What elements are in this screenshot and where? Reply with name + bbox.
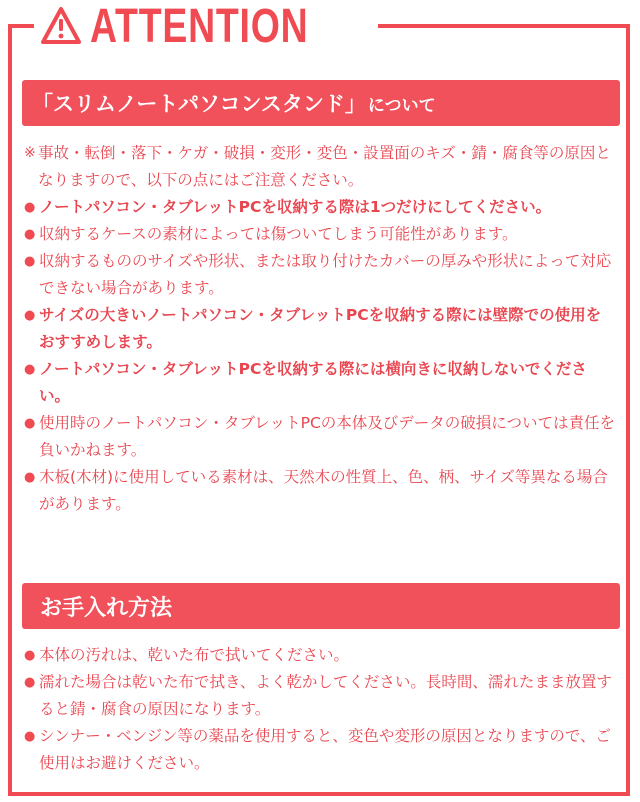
list-item: ● 収納するケースの素材によっては傷ついてしまう可能性があります。 (24, 221, 616, 248)
warning-triangle-icon (40, 6, 82, 46)
list-item: ● 木板(木材)に使用している素材は、天然木の性質上、色、柄、サイズ等異なる場合があります。 (24, 464, 616, 518)
list-item: ● サイズの大きいノートパソコン・タブレットPCを収納する際には壁際での使用をおすすめします。 (24, 302, 616, 356)
list-item: ● 本体の汚れは、乾いた布で拭いてください。 (24, 642, 616, 669)
bullet-icon: ● (24, 200, 36, 215)
frame-top-border-right (336, 24, 630, 28)
bullet-icon: ● (24, 227, 36, 242)
section-heading-care (22, 583, 620, 629)
bullet-icon: ● (24, 362, 36, 377)
section-heading-about-stand (22, 80, 620, 126)
note-mark: ※ (24, 145, 36, 161)
caution-note (24, 140, 616, 194)
attention-header (40, 0, 378, 52)
section-heading-main: 「スリムノートパソコンスタンド」 (32, 92, 366, 116)
section-heading-suffix: について (367, 95, 436, 116)
list-item: ● 収納するもののサイズや形状、または取り付けたカバーの厚みや形状によって対応できない場合があります。 (24, 248, 616, 302)
care-list (24, 642, 616, 777)
list-item: ● ノートパソコン・タブレットPCを収納する際は1つだけにしてください。 (24, 194, 616, 221)
bullet-icon: ● (24, 308, 36, 323)
caution-list (24, 140, 616, 518)
bullet-icon: ● (24, 416, 36, 431)
bullet-icon: ● (24, 648, 36, 663)
caution-note-text: 事故・転倒・落下・ケガ・破損・変形・変色・設置面のキズ・錆・腐食等の原因となりますので、以下の点にはご注意ください。 (38, 144, 611, 189)
list-item: ● 濡れた場合は乾いた布で拭き、よく乾かしてください。長時間、濡れたまま放置すると錆・腐食の原因になります。 (24, 669, 616, 723)
bullet-icon: ● (24, 729, 36, 744)
attention-title: ATTENTION (90, 0, 309, 53)
care-heading-text: お手入れ方法 (40, 595, 173, 621)
bullet-icon: ● (24, 470, 36, 485)
frame-top-border-left (8, 24, 34, 28)
list-item: ● シンナー・ベンジン等の薬品を使用すると、変色や変形の原因となりますので、ご使用はお避けください。 (24, 723, 616, 777)
list-item: ● ノートパソコン・タブレットPCを収納する際には横向きに収納しないでください。 (24, 356, 616, 410)
bullet-icon: ● (24, 254, 36, 269)
list-item: ● 使用時のノートパソコン・タブレットPCの本体及びデータの破損については責任を負いかねます。 (24, 410, 616, 464)
bullet-icon: ● (24, 675, 36, 690)
